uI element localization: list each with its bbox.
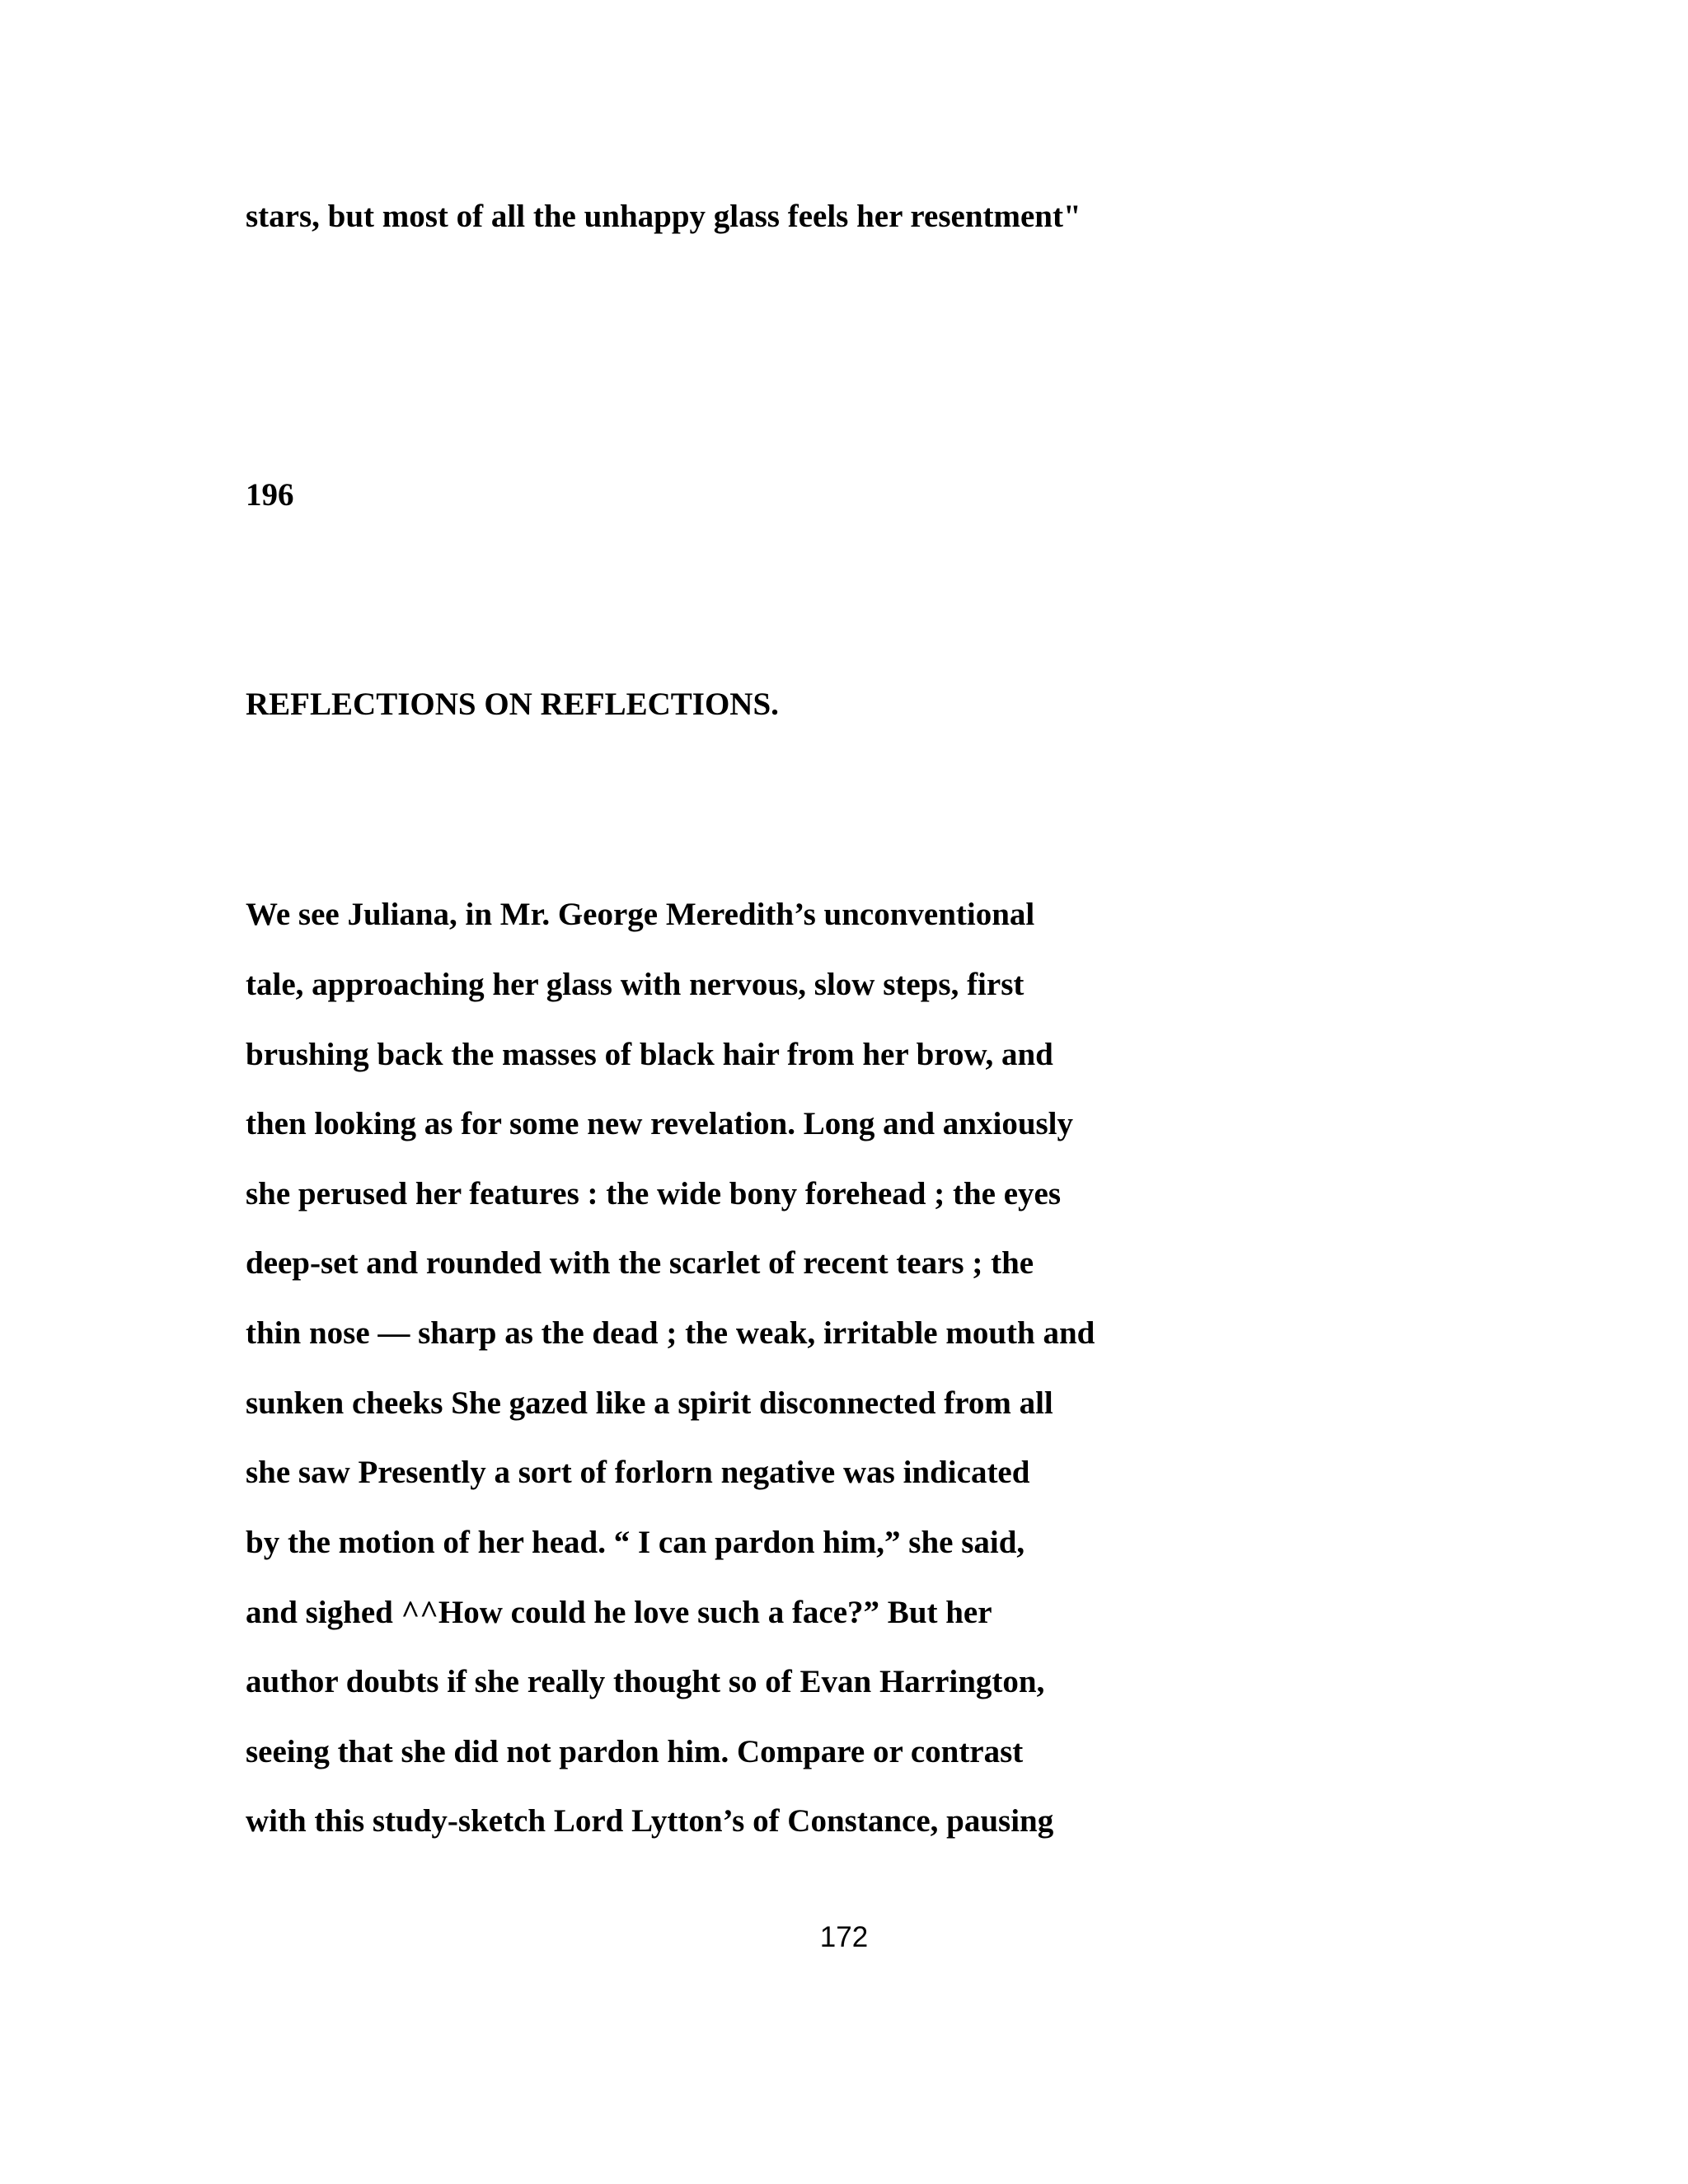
paragraph-line: seeing that she did not pardon him. Compare or contrast xyxy=(246,1734,1024,1769)
paragraph-line: We see Juliana, in Mr. George Meredith’s unconventional xyxy=(246,897,1035,932)
paragraph-line: sunken cheeks She gazed like a spirit disconnected from all xyxy=(246,1385,1053,1421)
paragraph-line: she saw Presently a sort of forlorn negative was indicated xyxy=(246,1455,1030,1490)
paragraph-line: then looking as for some new revelation. Long and anxiously xyxy=(246,1106,1074,1141)
paragraph-line: thin nose — sharp as the dead ; the weak, irritable mouth and xyxy=(246,1315,1095,1351)
original-page-number: 196 xyxy=(246,477,294,513)
paragraph-line: brushing back the masses of black hair from her brow, and xyxy=(246,1037,1053,1072)
paragraph-line: author doubts if she really thought so of Evan Harrington, xyxy=(246,1664,1045,1699)
paragraph-line: and sighed ^^How could he love such a face?” But her xyxy=(246,1595,992,1630)
paragraph-line: tale, approaching her glass with nervous, slow steps, first xyxy=(246,967,1025,1002)
paragraph-line: by the motion of her head. “ I can pardon him,” she said, xyxy=(246,1525,1025,1560)
paragraph-line: with this study-sketch Lord Lytton’s of Constance, pausing xyxy=(246,1803,1054,1839)
continuation-line: stars, but most of all the unhappy glass feels her resentment" xyxy=(246,199,1081,234)
running-heading: REFLECTIONS ON REFLECTIONS. xyxy=(246,687,779,722)
paragraph-line: deep-set and rounded with the scarlet of recent tears ; the xyxy=(246,1245,1034,1281)
footer-page-number: 172 xyxy=(819,1921,869,1953)
paragraph-line: she perused her features : the wide bony forehead ; the eyes xyxy=(246,1176,1061,1212)
